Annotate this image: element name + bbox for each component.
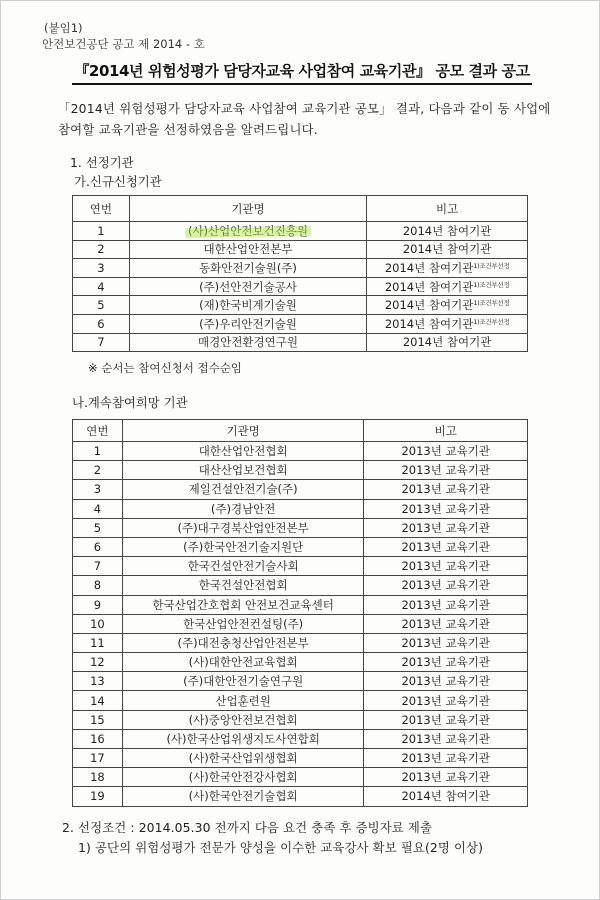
table-row [73, 672, 528, 691]
table-row [73, 240, 528, 259]
attachment-label: (붙임1) [44, 21, 83, 35]
title-text: 『2014년 위험성평가 담당자교육 사업참여 교육기관』 공모 결과 공고 [74, 62, 530, 80]
row-note: 2013년 교육기관 [364, 710, 528, 729]
row-number: 10 [73, 614, 123, 633]
row-note: 2013년 교육기관 [364, 480, 528, 499]
institution-name: (사)한국산업위생지도사연합회 [122, 729, 364, 748]
institution-name: 한국건설안전기술사회 [122, 557, 364, 576]
order-note: ※ 순서는 참여신청서 접수순임 [88, 361, 242, 375]
row-number: 18 [73, 768, 123, 787]
section1-heading: 1. 선정기관 [70, 155, 134, 170]
row-number: 11 [73, 633, 123, 652]
row-note: 2013년 교육기관 [364, 749, 528, 768]
row-note: 2013년 교육기관 [364, 653, 528, 672]
row-note: 2013년 교육기관 [364, 768, 528, 787]
table-row [73, 749, 528, 768]
row-note: 2013년 교육기관 [364, 537, 528, 556]
row-note [367, 222, 528, 241]
institution-name: (주)대전충청산업안전본부 [122, 633, 364, 652]
new-applicant-table [72, 195, 528, 352]
row-note: 2014년 참여기관 [364, 787, 528, 806]
row-number: 3 [73, 480, 123, 499]
table-row [73, 518, 528, 537]
row-note [367, 314, 528, 333]
institution-name: 대한산업안전협회 [122, 442, 364, 461]
table-row [73, 653, 528, 672]
highlighted-institution-name: (사)산업안전보건진흥원 [187, 223, 309, 238]
header-note: 비고 [364, 420, 528, 442]
note-text: 2014년 참여기관 [384, 316, 474, 331]
row-number: 3 [73, 259, 130, 278]
row-number: 6 [73, 537, 123, 556]
institution-name: (주)대한안전기술연구원 [122, 672, 364, 691]
table-row [73, 442, 528, 461]
doc-number: 안전보건공단 공고 제 2014 - 호 [42, 37, 205, 51]
row-number: 7 [73, 333, 130, 352]
row-note [367, 296, 528, 315]
row-number: 5 [73, 518, 123, 537]
institution-name-text: 대한산업안전본부 [203, 242, 293, 257]
institution-name: (사)중앙안전보건협회 [122, 710, 364, 729]
row-note: 2013년 교육기관 [364, 499, 528, 518]
table-row [73, 595, 528, 614]
page-title [62, 60, 542, 81]
table-row [73, 480, 528, 499]
row-number: 1 [73, 442, 123, 461]
row-note: 2013년 교육기관 [364, 576, 528, 595]
institution-name: 산업훈련원 [122, 691, 364, 710]
conditional-selection-mark: 1)조건부선정 [473, 261, 510, 270]
row-number: 15 [73, 710, 123, 729]
institution-name-text: (주)선안전기술공사 [199, 279, 297, 294]
header-no: 연번 [73, 196, 130, 222]
table-row [73, 259, 528, 278]
row-note [367, 259, 528, 278]
row-number: 4 [73, 499, 123, 518]
table-row [73, 710, 528, 729]
table-row [73, 576, 528, 595]
conditional-selection-mark: 1)조건부선정 [473, 317, 510, 326]
section1-sub-a: 가.신규신청기관 [74, 174, 162, 189]
note-text: 2014년 참여기관 [402, 335, 492, 350]
continuing-institution-table [72, 419, 528, 807]
row-number: 9 [73, 595, 123, 614]
institution-name: 한국산업간호협회 안전보건교육센터 [122, 595, 364, 614]
row-note: 2013년 교육기관 [364, 557, 528, 576]
conditional-selection-mark: 1)조건부선정 [473, 280, 510, 289]
row-number: 7 [73, 557, 123, 576]
row-note: 2013년 교육기관 [364, 442, 528, 461]
institution-name: 제일건설안전기술(주) [122, 480, 364, 499]
note-text: 2014년 참여기관 [384, 260, 474, 275]
intro-paragraph: 「2014년 위험성평가 담당자교육 사업참여 교육기관 공모」 결과, 다음과 같이 동 사업에 참여할 교육기관을 선정하였음을 알려드립니다. [58, 101, 551, 137]
header-no: 연번 [73, 420, 123, 442]
row-number: 5 [73, 296, 130, 315]
institution-name: 한국산업안전컨설팅(주) [122, 614, 364, 633]
institution-name-text: (재)한국비계기술원 [199, 298, 297, 313]
row-number: 4 [73, 277, 130, 296]
row-note: 2013년 교육기관 [364, 729, 528, 748]
institution-name: (사)한국안전기술협회 [122, 787, 364, 806]
table-row [73, 768, 528, 787]
table-row [73, 277, 528, 296]
note-text: 2014년 참여기관 [402, 242, 492, 257]
header-note: 비고 [367, 196, 528, 222]
table-row [73, 314, 528, 333]
institution-name-text: (주)우리안전기술원 [199, 316, 297, 331]
table-header-row [73, 196, 528, 222]
table-row [73, 691, 528, 710]
row-number: 6 [73, 314, 130, 333]
row-note: 2013년 교육기관 [364, 633, 528, 652]
condition-1: 1) 공단의 위험성평가 전문가 양성을 이수한 교육강사 확보 필요(2명 이상) [78, 840, 484, 855]
row-note: 2013년 교육기관 [364, 518, 528, 537]
section2-heading: 2. 선정조건 : 2014.05.30 전까지 다음 요건 충족 후 증빙자료 제출 [62, 820, 433, 835]
table-row [73, 729, 528, 748]
row-number: 14 [73, 691, 123, 710]
note-text: 2014년 참여기관 [384, 298, 474, 313]
row-number: 1 [73, 222, 130, 241]
institution-name [129, 277, 366, 296]
table-row [73, 537, 528, 556]
institution-name [129, 314, 366, 333]
new-applicant-rows [73, 222, 528, 352]
row-note: 2013년 교육기관 [364, 691, 528, 710]
table-row [73, 787, 528, 806]
row-note: 2013년 교육기관 [364, 595, 528, 614]
row-number: 2 [73, 461, 123, 480]
institution-name: (주)한국안전기술지원단 [122, 537, 364, 556]
conditional-selection-mark: 1)조건부선정 [473, 299, 510, 308]
institution-name-text: 동화안전기술원(주) [199, 260, 297, 275]
institution-name: (주)경남안전 [122, 499, 364, 518]
institution-name [129, 333, 366, 352]
table-row [73, 296, 528, 315]
table-row [73, 499, 528, 518]
header-name: 기관명 [122, 420, 364, 442]
table-row [73, 333, 528, 352]
table-row [73, 557, 528, 576]
row-note [367, 277, 528, 296]
institution-name-text: 매경안전환경연구원 [198, 335, 298, 350]
continuing-institution-rows [73, 442, 528, 807]
note-text: 2014년 참여기관 [402, 223, 492, 238]
row-note: 2013년 교육기관 [364, 461, 528, 480]
institution-name: (주)대구경북산업안전본부 [122, 518, 364, 537]
section1-sub-b: 나.계속참여희망 기관 [72, 395, 188, 410]
row-note [367, 240, 528, 259]
header-name: 기관명 [129, 196, 366, 222]
institution-name: 한국건설안전협회 [122, 576, 364, 595]
row-number: 8 [73, 576, 123, 595]
table-row [73, 633, 528, 652]
row-number: 17 [73, 749, 123, 768]
institution-name [129, 296, 366, 315]
institution-name: (사)한국안전강사협회 [122, 768, 364, 787]
table-row [73, 222, 528, 241]
row-note: 2013년 교육기관 [364, 614, 528, 633]
title-underline [72, 83, 532, 85]
institution-name [129, 259, 366, 278]
institution-name: (사)대한안전교육협회 [122, 653, 364, 672]
institution-name [129, 222, 366, 241]
table-header-row [73, 420, 528, 442]
note-text: 2014년 참여기관 [384, 279, 474, 294]
table-row [73, 461, 528, 480]
row-note [367, 333, 528, 352]
row-number: 2 [73, 240, 130, 259]
table-row [73, 614, 528, 633]
row-number: 12 [73, 653, 123, 672]
institution-name: (사)한국산업위생협회 [122, 749, 364, 768]
row-number: 19 [73, 787, 123, 806]
institution-name: 대산산업보건협회 [122, 461, 364, 480]
row-note: 2013년 교육기관 [364, 672, 528, 691]
row-number: 16 [73, 729, 123, 748]
institution-name [129, 240, 366, 259]
row-number: 13 [73, 672, 123, 691]
